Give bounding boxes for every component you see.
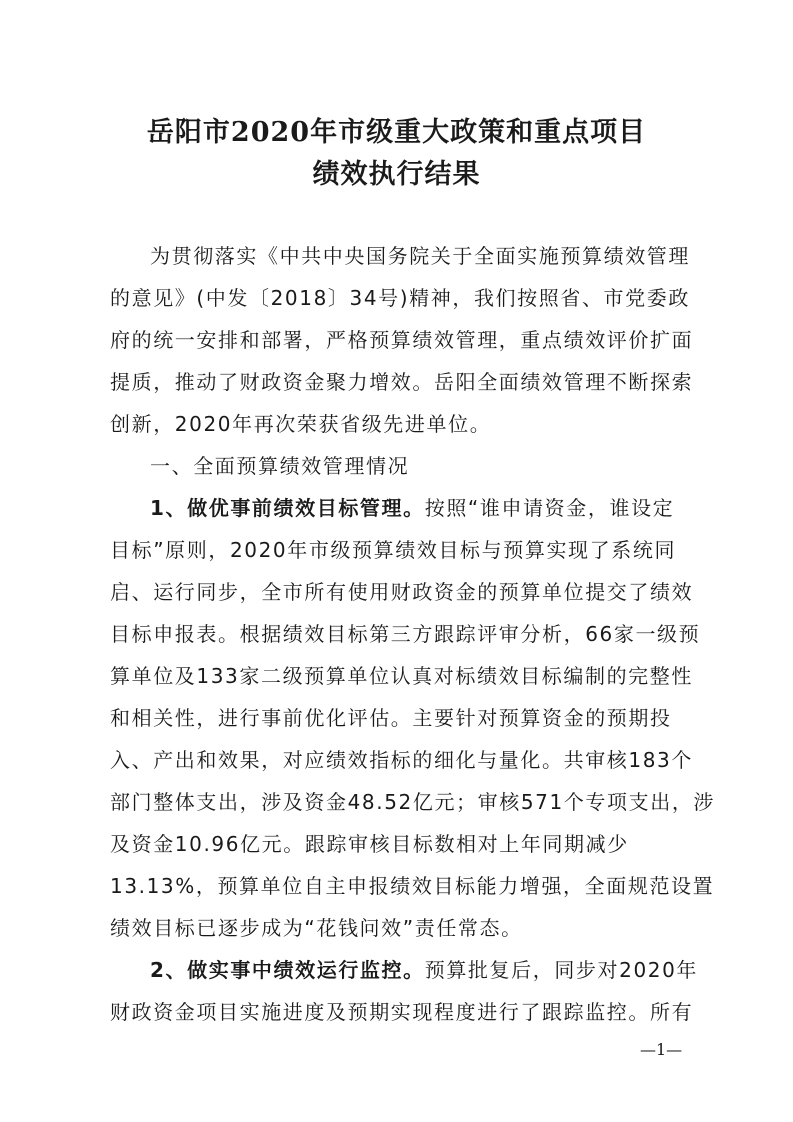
item-1-line: 算单位及133家二级预算单位认真对标绩效目标编制的完整性 [110,664,693,688]
intro-line-3: 府的统一安排和部署，严格预算绩效管理，重点绩效评价扩面 [110,328,694,352]
document-title-line-1: 岳阳市2020年市级重大政策和重点项目 [146,117,647,148]
section-1-heading: 一、全面预算绩效管理情况 [150,454,410,478]
item-2-first-line [150,950,699,990]
item-1-line: 部门整体支出，涉及资金48.52亿元；审核571个专项支出，涉 [110,790,716,814]
item-2-line: 财政资金项目实施进度及预期实现程度进行了跟踪监控。所有 [110,1000,694,1024]
item-2-heading: 2、做实事中绩效运行监控。 [150,958,425,982]
item-1-first-line [150,488,690,528]
item-1-line: 启、运行同步，全市所有使用财政资金的预算单位提交了绩效 [110,580,694,604]
item-1-line: 绩效目标已逐步成为“花钱问效”责任常态。 [110,916,523,940]
item-1-first-text: 按照“谁申请资金，谁设定 [424,496,675,520]
item-1-heading: 1、做优事前绩效目标管理。 [150,496,425,520]
page-number: —1— [640,1040,683,1059]
item-1-line: 目标申报表。根据绩效目标第三方跟踪评审分析，66家一级预 [110,622,701,646]
item-1-line: 及资金10.96亿元。跟踪审核目标数相对上年同期减少 [110,832,629,856]
item-2-first-text: 预算批复后，同步对2020年 [424,958,699,982]
item-1-line: 目标”原则，2020年市级预算绩效目标与预算实现了系统同 [110,538,677,562]
intro-line-5: 创新，2020年再次荣获省级先进单位。 [110,412,492,436]
intro-line-1: 为贯彻落实《中共中央国务院关于全面实施预算绩效管理 [150,244,690,268]
item-1-line: 和相关性，进行事前优化评估。主要针对预算资金的预期投 [110,706,672,730]
document-title-line-2: 绩效执行结果 [312,159,481,190]
intro-line-2: 的意见》(中发〔2018〕34号)精神，我们按照省、市党委政 [110,286,690,310]
intro-line-4: 提质，推动了财政资金聚力增效。岳阳全面绩效管理不断探索 [110,370,694,394]
item-1-line: 入、产出和效果，对应绩效指标的细化与量化。共审核183个 [110,748,693,772]
item-1-line: 13.13%，预算单位自主申报绩效目标能力增强，全面规范设置 [110,874,715,898]
